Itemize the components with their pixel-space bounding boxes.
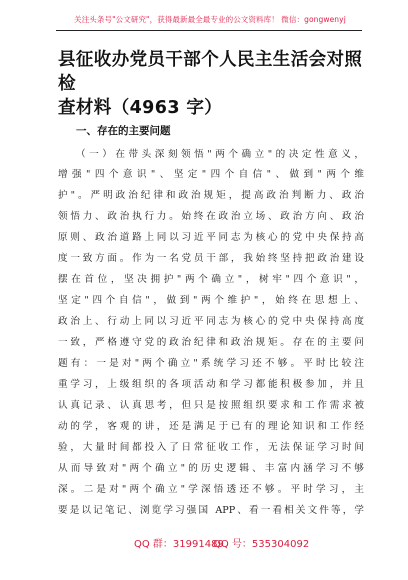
paragraph-line: 坚定"四个自信"，做到"两个维护"，始终在思想上、 — [58, 295, 364, 306]
title-line: 查材料（4963 字） — [58, 98, 223, 118]
title-line: 县征收办党员干部个人民主生活会对照检 — [58, 50, 363, 94]
paragraph-line: 要是以记笔记、浏览学习强国 APP、看一看相关文件等，学 — [58, 505, 364, 516]
paragraph-line: 验，大量时间都投入了日常征收工作，无法保证学习时间 — [58, 442, 364, 453]
paragraph-line: 原则、政治道路上同以习近平同志为核心的党中央保持高 — [58, 232, 364, 243]
header-banner: 关注头条号"公文研究"，获得最新最全最专业的公文资料库！ 微信：gongwenyj — [74, 15, 346, 24]
paragraph-line: 题有：一是对"两个确立"系统学习还不够。平时比较注 — [58, 358, 364, 369]
header-divider — [56, 30, 362, 31]
paragraph-line: 增强"四个意识"、坚定"四个自信"、做到"两个维 — [58, 169, 364, 180]
page-footer — [0, 535, 408, 549]
footer-qq-group: QQ 群：31991489 — [134, 539, 224, 550]
paragraph-line: 一致，严格遵守党的政治纪律和政治规矩。存在的主要问 — [58, 337, 364, 348]
paragraph-line: 认真记录、认真思考，但只是按照组织要求和工作需求被 — [58, 400, 364, 411]
document-title — [58, 48, 363, 120]
paragraph-line: （一）在带头深刻领悟"两个确立"的决定性意义， — [76, 149, 364, 160]
section-heading: 一、存在的主要问题 — [76, 125, 171, 137]
paragraph-line: 政治上、行动上同以习近平同志为核心的党中央保持高度 — [58, 316, 364, 327]
paragraph-line: 深。二是对"两个确立"学深悟透还不够。平时学习，主 — [58, 484, 364, 495]
paragraph-line: 度一致方面。作为一名党员干部，我始终坚持把政治建设 — [58, 253, 364, 264]
footer-qq-number: QQ 号：535304092 — [213, 539, 310, 550]
paragraph-line: 护"。严明政治纪律和政治规矩，提高政治判断力、政治 — [58, 190, 364, 201]
paragraph-line: 领悟力、政治执行力。始终在政治立场、政治方向、政治 — [58, 211, 364, 222]
paragraph-line: 摆在首位，坚决拥护"两个确立"，树牢"四个意识"， — [58, 274, 364, 285]
paragraph-line: 重学习，上级组织的各项活动和学习都能积极参加，并且 — [58, 379, 364, 390]
paragraph-line: 动的学，客观的讲，还是满足于已有的理论知识和工作经 — [58, 421, 364, 432]
paragraph-line: 从而导致对"两个确立"的历史逻辑、丰富内涵学习不够 — [58, 463, 364, 474]
